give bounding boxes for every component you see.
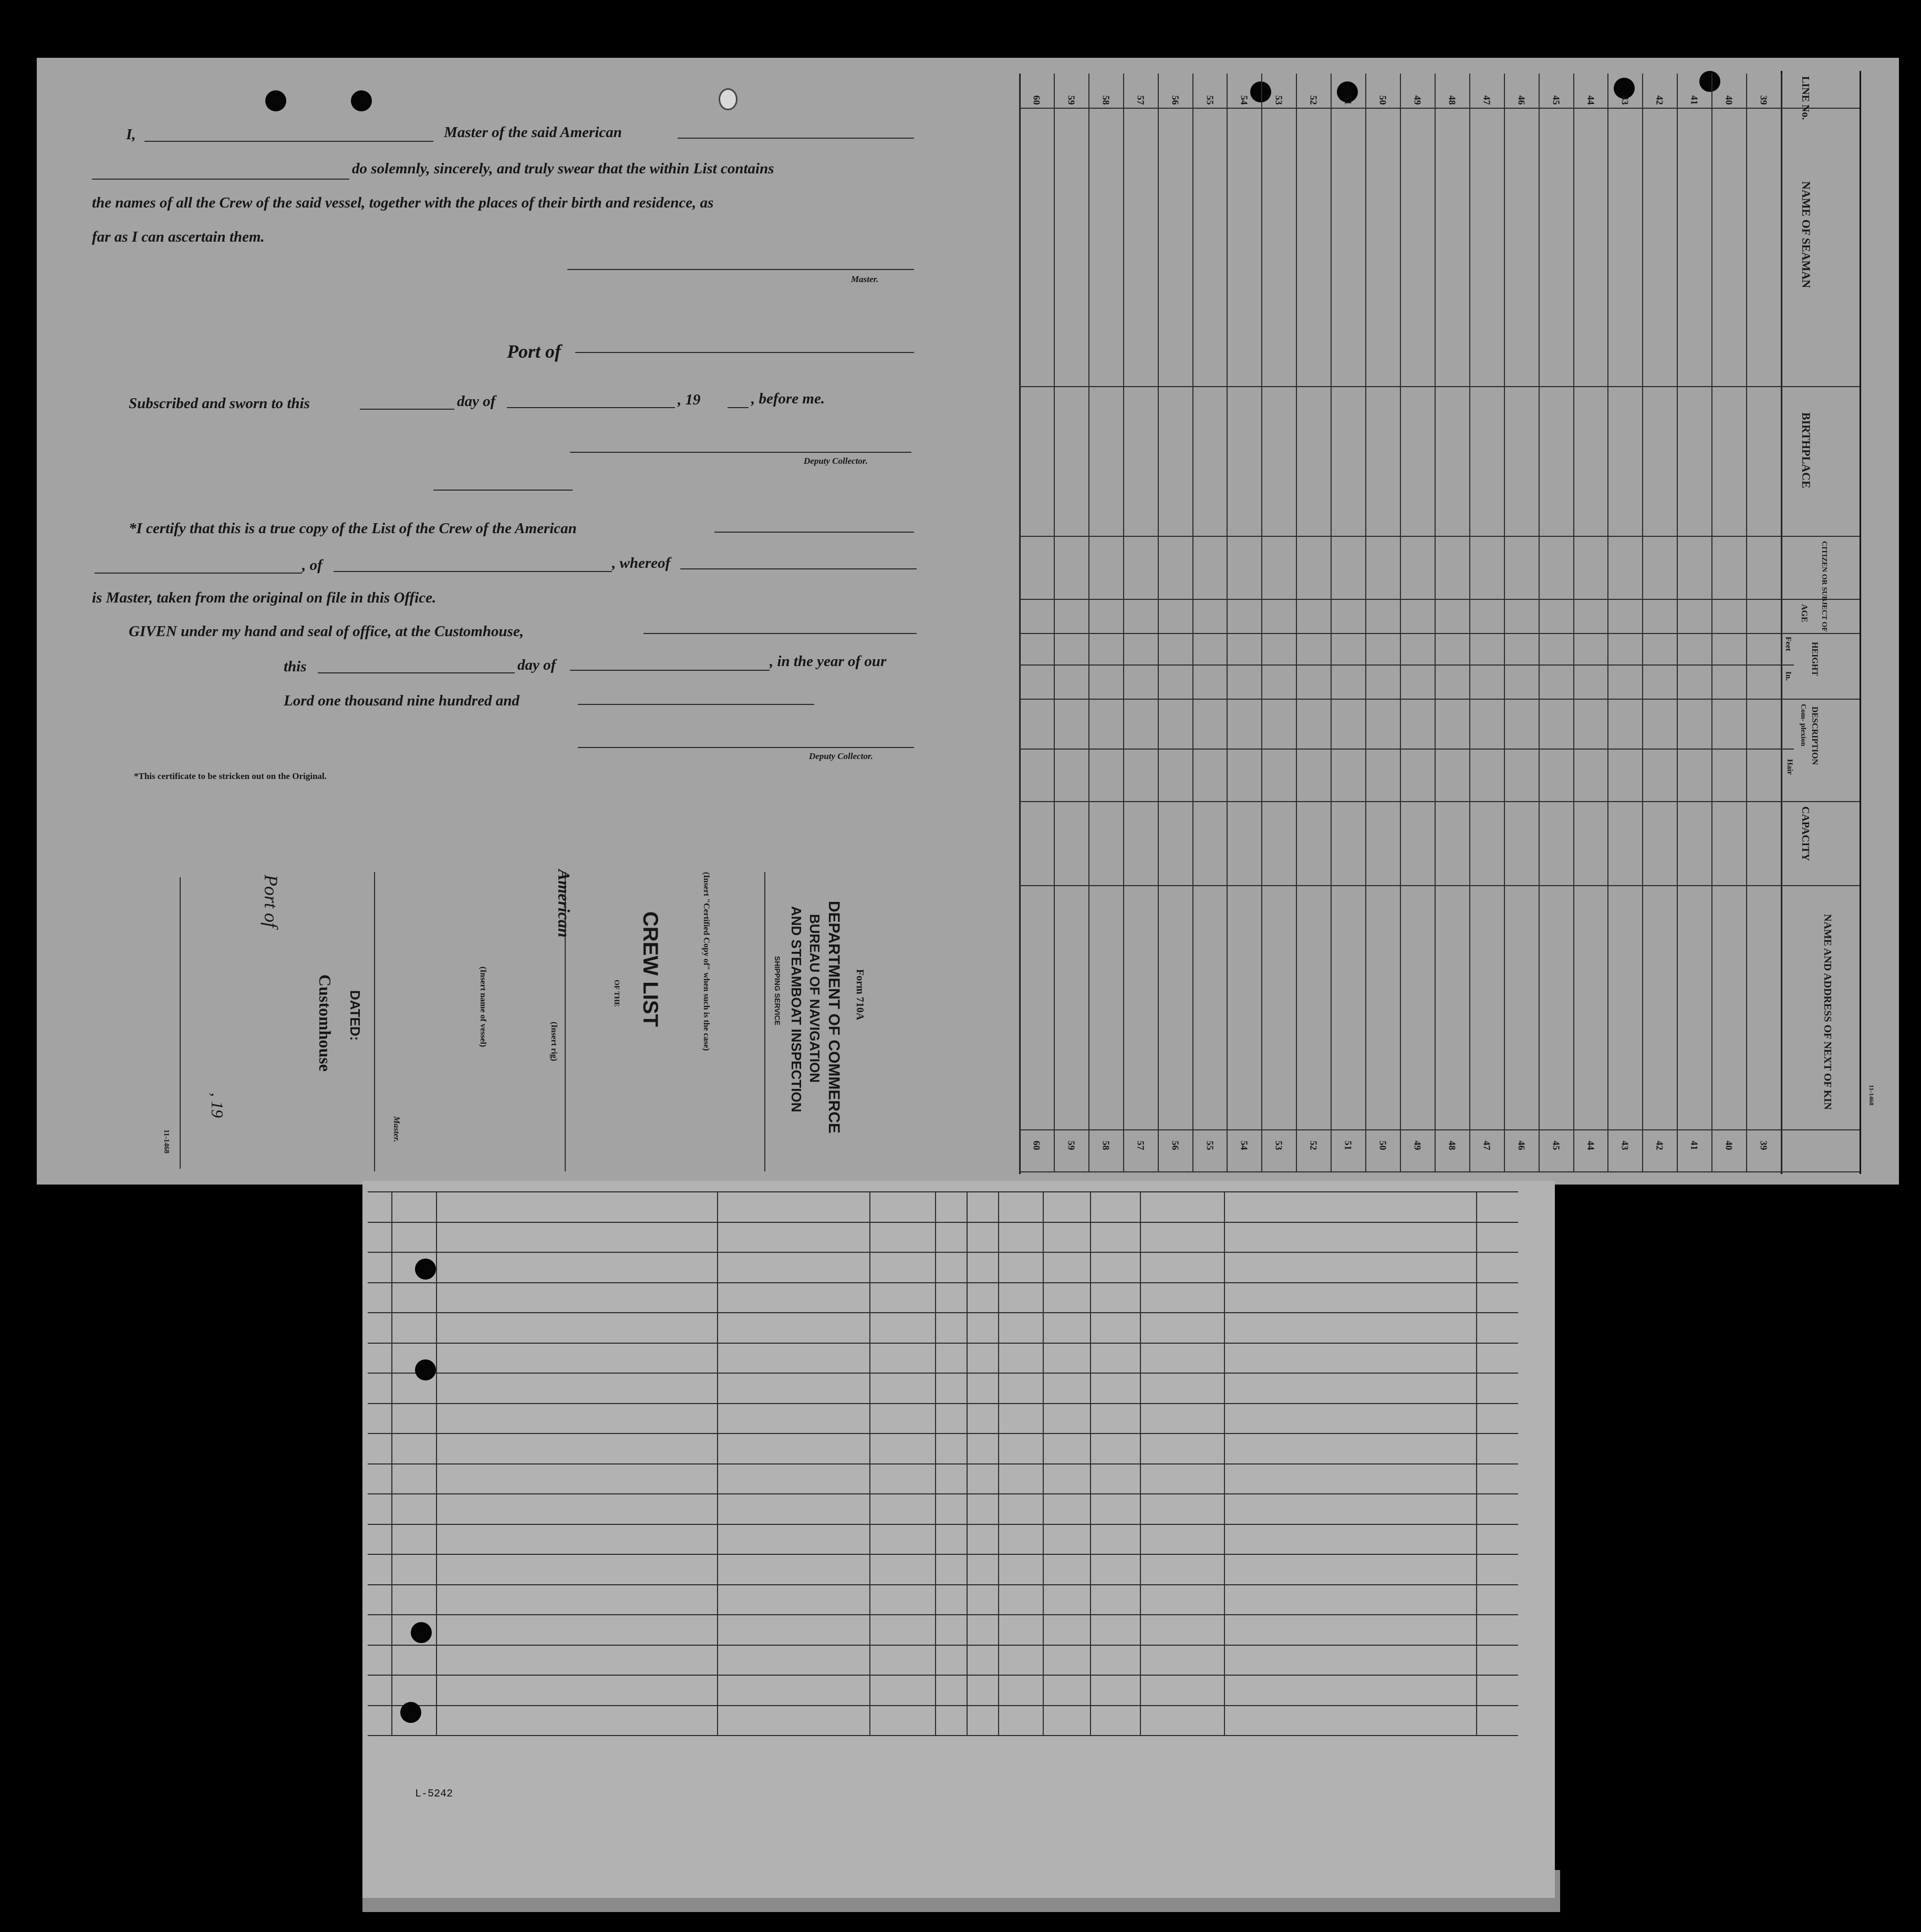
line-number: 48	[1447, 95, 1458, 105]
certify-text: *I certify that this is a true copy of the List of the Crew of the American	[129, 520, 577, 537]
col-divider	[1019, 536, 1860, 537]
row-line	[1711, 74, 1712, 1171]
line-number: 51	[1343, 1140, 1354, 1150]
col-line	[935, 1191, 936, 1735]
row-line	[368, 1373, 1518, 1374]
header-next-of-kin: NAME AND ADDRESS OF NEXT OF KIN	[1822, 914, 1833, 1110]
row-line	[368, 1614, 1518, 1615]
row-line	[1227, 74, 1228, 1171]
cover-dept: DEPARTMENT OF COMMERCE	[825, 901, 843, 1134]
row-line	[1573, 74, 1574, 1171]
punch-hole	[1699, 71, 1720, 92]
blank-line	[570, 452, 911, 453]
cover-of-the: OF THE	[612, 980, 620, 1007]
cover-steamboat: AND STEAMBOAT INSPECTION	[788, 906, 804, 1113]
row-line	[368, 1554, 1518, 1555]
header-height: HEIGHT	[1810, 642, 1819, 676]
blank-line	[578, 704, 814, 705]
header-line-no: LINE No.	[1800, 76, 1811, 120]
row-line	[1296, 74, 1297, 1171]
cover-year: , 19	[208, 1093, 227, 1118]
cover-customhouse: Customhouse	[316, 974, 335, 1072]
blank-line	[95, 573, 302, 574]
deputy-collector-label: Deputy Collector.	[804, 456, 868, 466]
line-number: 55	[1204, 95, 1215, 105]
table-border	[1860, 71, 1861, 1174]
cover-rule	[764, 872, 765, 1171]
oath-i: I,	[126, 126, 136, 143]
blank-line	[360, 409, 454, 410]
col-divider	[1019, 1129, 1860, 1130]
line-number: 57	[1135, 95, 1146, 105]
cover-form-no: Form 710A	[854, 969, 866, 1021]
line-number: 47	[1481, 95, 1492, 105]
certify-of: , of	[302, 557, 323, 574]
col-divider	[1019, 749, 1794, 750]
line-number: 45	[1551, 95, 1562, 105]
line-number: 39	[1758, 95, 1769, 105]
line-number: 50	[1377, 95, 1388, 105]
row-line	[1781, 74, 1782, 1171]
row-line	[1123, 74, 1124, 1171]
row-line	[368, 1191, 1518, 1192]
row-line	[368, 1735, 1518, 1736]
col-divider	[1019, 885, 1860, 886]
punch-hole	[1250, 81, 1271, 102]
punch-hole	[411, 1622, 432, 1643]
col-line	[1224, 1191, 1225, 1735]
col-line	[869, 1191, 870, 1735]
given-this: this	[284, 658, 307, 675]
header-citizen: CITIZEN OR SUBJECT OF	[1820, 541, 1828, 632]
line-number: 50	[1377, 1140, 1388, 1150]
row-line	[1261, 74, 1262, 1171]
cover-port-of: Port of	[261, 875, 282, 928]
cover-american: American	[555, 869, 574, 938]
line-number: 43	[1619, 95, 1631, 105]
col-line	[1043, 1191, 1044, 1735]
header-description: DESCRIPTION	[1810, 707, 1819, 765]
row-line	[368, 1252, 1518, 1253]
line-number: 52	[1308, 95, 1319, 105]
row-line	[1642, 74, 1643, 1171]
row-line	[368, 1645, 1518, 1646]
blank-line	[433, 490, 573, 491]
cover-master: Master.	[392, 1116, 401, 1142]
line-number: 44	[1585, 1140, 1596, 1150]
row-line	[1088, 74, 1089, 1171]
line-number: 43	[1619, 1140, 1631, 1150]
line-number: 49	[1412, 1140, 1423, 1150]
row-line	[368, 1463, 1518, 1464]
row-line	[368, 1493, 1518, 1494]
row-line	[368, 1675, 1518, 1676]
row-line	[1746, 74, 1747, 1171]
row-line	[1158, 74, 1159, 1171]
line-number: 40	[1723, 1140, 1735, 1150]
given-day-of: day of	[517, 657, 556, 673]
punch-hole	[415, 1359, 436, 1380]
blank-line	[144, 141, 433, 142]
line-number: 60	[1031, 1140, 1042, 1150]
cover-insert-rig: (Insert rig)	[549, 1022, 558, 1062]
form-code: L-5242	[415, 1788, 453, 1800]
row-line	[1539, 74, 1540, 1171]
blank-line	[678, 138, 914, 139]
col-line	[1140, 1191, 1141, 1735]
line-number: 54	[1239, 95, 1250, 105]
punch-hole	[400, 1702, 421, 1723]
line-number: 46	[1516, 1140, 1527, 1150]
row-line	[1054, 74, 1055, 1171]
line-number: 58	[1100, 1140, 1112, 1150]
col-line	[436, 1191, 437, 1735]
oath-ascertain: far as I can ascertain them.	[92, 228, 265, 245]
row-line	[368, 1222, 1518, 1223]
crew-list-continuation-sheet	[362, 1181, 1555, 1898]
col-divider	[1019, 599, 1860, 600]
row-line	[1677, 74, 1678, 1171]
col-line	[391, 1191, 392, 1735]
col-line	[1090, 1191, 1091, 1735]
given-lord: Lord one thousand nine hundred and	[284, 692, 520, 709]
col-line	[967, 1191, 968, 1735]
line-number: 39	[1758, 1140, 1769, 1150]
header-complexion: Com- plexion	[1799, 704, 1807, 746]
row-line	[368, 1312, 1518, 1313]
row-line	[1469, 74, 1470, 1171]
cover-insert-certified: (Insert "Certified Copy of" when such is the case)	[702, 872, 711, 1051]
given-in-year: , in the year of our	[770, 653, 887, 670]
line-number: 53	[1273, 1140, 1284, 1150]
punch-hole	[265, 90, 286, 111]
line-number: 53	[1273, 95, 1284, 105]
blank-line	[643, 633, 917, 634]
punch-hole	[351, 90, 372, 111]
row-line	[368, 1705, 1518, 1706]
certify-whereof: , whereof	[612, 555, 671, 572]
row-line	[1435, 74, 1436, 1171]
blank-line	[570, 670, 770, 671]
punch-hole	[719, 88, 738, 110]
col-line	[998, 1191, 999, 1735]
row-line	[1607, 74, 1608, 1171]
col-line	[717, 1191, 718, 1735]
certify-master: is Master, taken from the original on file in this Office.	[92, 589, 437, 606]
col-divider	[1019, 664, 1794, 666]
oath-master-of: Master of the said American	[444, 124, 622, 141]
blank-line	[318, 672, 515, 673]
row-line	[368, 1343, 1518, 1344]
line-number: 42	[1654, 1140, 1665, 1150]
blank-line	[680, 568, 917, 569]
oath-swear: do solemnly, sincerely, and truly swear that the within List contains	[352, 160, 774, 177]
col-divider	[1019, 801, 1860, 802]
blank-line	[507, 407, 675, 408]
header-inches: In.	[1784, 671, 1792, 681]
blank-line	[334, 571, 612, 572]
blank-line	[728, 407, 749, 408]
col-divider	[1019, 633, 1860, 634]
cover-shipping: SHIPPING SERVICE	[773, 956, 782, 1026]
line-number: 60	[1031, 95, 1042, 105]
cover-rule	[180, 877, 181, 1169]
col-divider	[1019, 699, 1860, 700]
line-number: 41	[1689, 95, 1700, 105]
row-line	[368, 1433, 1518, 1434]
header-age: AGE	[1800, 604, 1809, 622]
line-number: 40	[1723, 95, 1735, 105]
cover-dated: DATED:	[347, 990, 363, 1041]
blank-line	[578, 747, 914, 748]
line-number: 54	[1239, 1140, 1250, 1150]
header-hair: Hair	[1785, 759, 1794, 775]
row-line	[1504, 74, 1505, 1171]
row-line	[368, 1403, 1518, 1404]
line-number: 49	[1412, 95, 1423, 105]
line-number: 55	[1204, 1140, 1215, 1150]
line-number: 52	[1308, 1140, 1319, 1150]
row-line	[1019, 74, 1020, 1171]
col-divider	[1019, 386, 1860, 387]
line-number: 57	[1135, 1140, 1146, 1150]
row-line	[1365, 74, 1366, 1171]
cover-rule	[374, 872, 375, 1171]
blank-line	[575, 352, 914, 353]
footnote: *This certificate to be stricken out on the Original.	[134, 771, 327, 781]
line-number: 59	[1066, 95, 1077, 105]
port-of-label: Port of	[507, 341, 561, 362]
header-birthplace: BIRTHPLACE	[1800, 412, 1813, 489]
line-number: 56	[1170, 95, 1181, 105]
line-number: 51	[1343, 95, 1354, 105]
line-number: 41	[1689, 1140, 1700, 1150]
line-number: 46	[1516, 95, 1527, 105]
line-number: 58	[1100, 95, 1112, 105]
header-feet: Feet	[1784, 637, 1792, 651]
row-line	[368, 1282, 1518, 1283]
oath-names: the names of all the Crew of the said vessel, together with the places of their birth and residence, as	[92, 194, 714, 211]
line-number: 56	[1170, 1140, 1181, 1150]
header-code: 11-1468	[1868, 1085, 1875, 1106]
header-name: NAME OF SEAMAN	[1800, 181, 1813, 288]
blank-line	[92, 179, 349, 180]
row-line	[368, 1524, 1518, 1525]
cover-code: 11-1468	[162, 1129, 170, 1154]
cover-bureau: BUREAU OF NAVIGATION	[807, 914, 823, 1083]
year-text: , 19	[678, 391, 701, 408]
blank-line	[714, 532, 914, 533]
col-divider	[1019, 1171, 1860, 1172]
punch-hole	[415, 1259, 436, 1280]
line-number: 45	[1551, 1140, 1562, 1150]
row-line	[1400, 74, 1401, 1171]
col-line	[1476, 1191, 1477, 1735]
line-number: 44	[1585, 95, 1596, 105]
line-number: 47	[1481, 1140, 1492, 1150]
before-me-text: , before me.	[751, 390, 825, 407]
blank-line	[567, 269, 914, 270]
day-of-text: day of	[457, 393, 496, 410]
cover-crew-list: CREW LIST	[639, 911, 662, 1027]
subscribed-text: Subscribed and sworn to this	[129, 395, 310, 412]
header-capacity: CAPACITY	[1800, 806, 1811, 861]
given-text: GIVEN under my hand and seal of office, at the Customhouse,	[129, 623, 524, 640]
row-line	[368, 1584, 1518, 1585]
cover-insert-name: (Insert name of vessel)	[479, 967, 487, 1047]
row-line	[1331, 74, 1332, 1171]
line-number: 42	[1654, 95, 1665, 105]
row-line	[1192, 74, 1193, 1171]
line-number: 59	[1066, 1140, 1077, 1150]
master-label: Master.	[851, 274, 879, 284]
deputy-collector-label: Deputy Collector.	[809, 751, 873, 761]
line-number: 48	[1447, 1140, 1458, 1150]
